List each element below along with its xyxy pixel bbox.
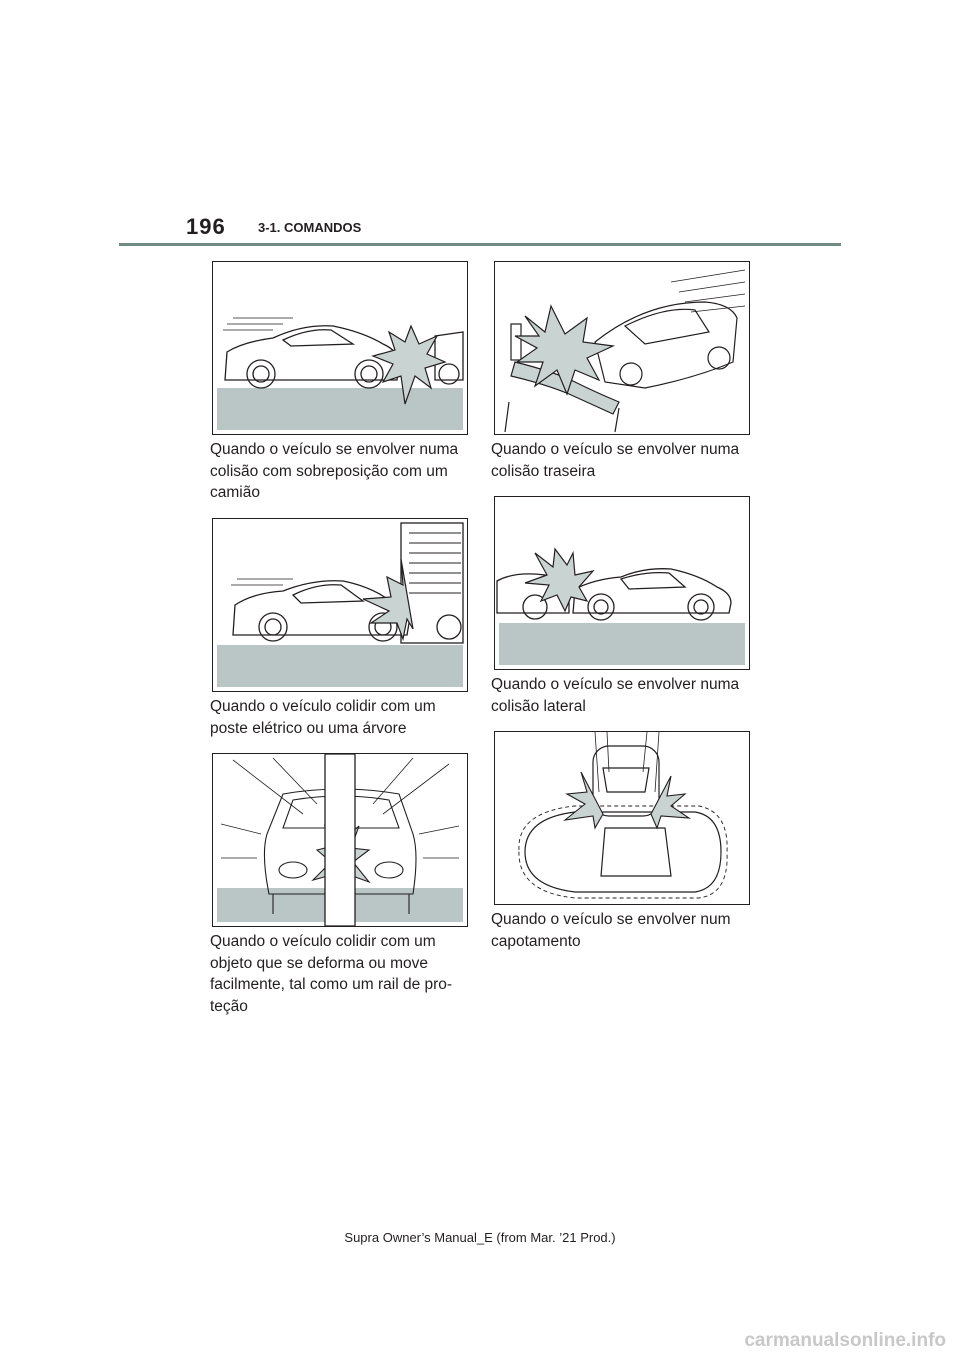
impact-burst-icon xyxy=(525,549,593,611)
impact-burst-icon xyxy=(651,776,689,828)
figure-truck-overlap xyxy=(212,261,468,435)
caption-rollover: Quando o veículo se envolver num capotamento xyxy=(491,911,731,950)
caption-deformable-object: Quando o veículo colidir com um objeto que se deforma ou move facilmente, tal como um rail de pro-teção xyxy=(210,933,453,1015)
figure-pole-collision xyxy=(212,518,468,692)
caption-pole-collision: Quando o veículo colidir com um poste elétrico ou uma árvore xyxy=(210,698,436,737)
header-rule xyxy=(119,243,841,246)
impact-burst-icon xyxy=(363,559,413,639)
figure-rollover xyxy=(494,731,750,905)
caption-truck-overlap: Quando o veículo se envolver numa colisão com sobreposição com um camião xyxy=(210,441,459,501)
watermark: carmanualsonline.info xyxy=(744,1330,946,1351)
caption-rear-collision: Quando o veículo se envolver numa colisão traseira xyxy=(491,441,740,480)
footer-manual-title: Supra Owner’s Manual_E (from Mar. ’21 Prod.) xyxy=(344,1230,616,1245)
impact-burst-icon xyxy=(565,772,603,828)
page-number: 196 xyxy=(186,214,226,239)
figure-side-collision xyxy=(494,496,750,670)
figure-rear-collision xyxy=(494,261,750,435)
section-title: 3-1. COMANDOS xyxy=(258,220,362,235)
caption-side-collision: Quando o veículo se envolver numa colisão lateral xyxy=(491,676,740,715)
figure-deformable-object xyxy=(212,753,468,927)
